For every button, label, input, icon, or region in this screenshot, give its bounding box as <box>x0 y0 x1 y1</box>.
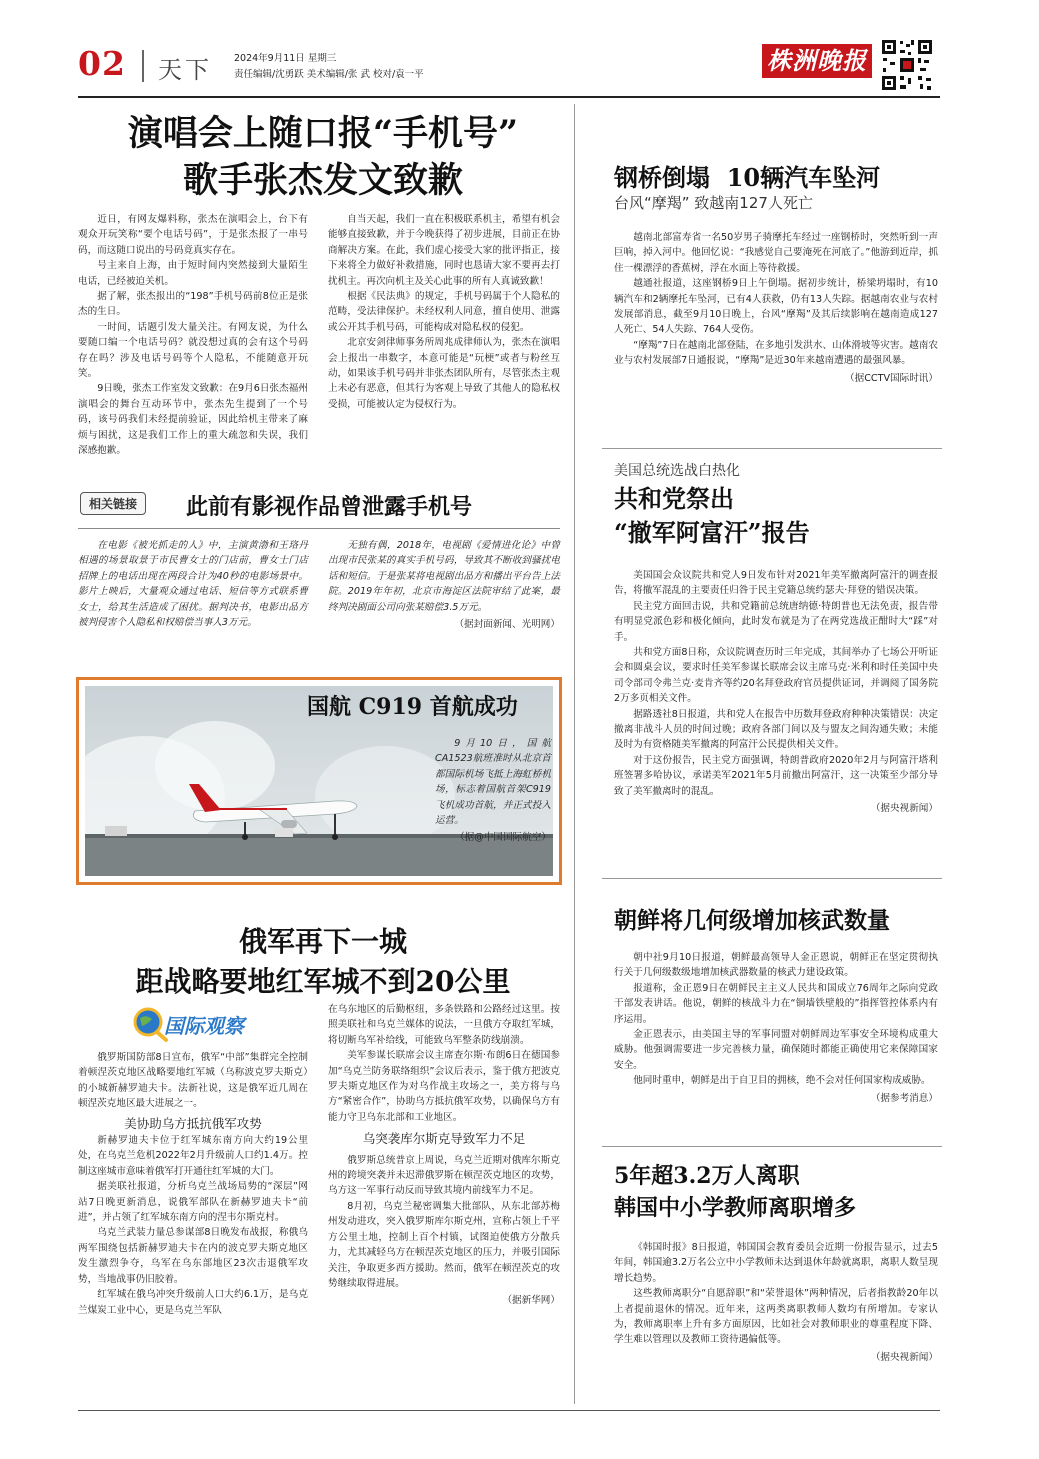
right-rule-1 <box>602 448 942 449</box>
footer-rule <box>78 1410 940 1411</box>
russia-subhead2: 乌突袭库尔斯克导致军力不足 <box>362 1131 526 1147</box>
header-rule <box>78 96 940 98</box>
paragraph: 自当天起，我们一直在积极联系机主，希望有机会能够直接致歉，并于今晚获得了初步进展，目前正在协商解决方案。在此，我们虚心接受大家的批评指正，接下来将全力做好补救措施，同时也恳请大家不要再去打扰机主。再次向机主及关心此事的所有人真诚致歉！ <box>328 214 560 287</box>
paragraph: “摩羯”7日在越南北部登陆，在多地引发洪水、山体滑坡等灾害。越南农业与农村发展部7日通报说，“摩羯”是近30年来越南遭遇的最强风暴。 <box>614 339 938 367</box>
story1-title <box>78 110 568 204</box>
korea-title-line2: 韩国中小学教师离职增多 <box>614 1195 857 1221</box>
russia-title-line1: 俄军再下一城 <box>238 925 407 958</box>
korea-source: （据央视新闻） <box>870 1351 938 1363</box>
c919-source: （据@中国国际航空） <box>455 832 551 844</box>
story1-col1 <box>78 212 308 459</box>
masthead-logo: 株洲晚报 <box>762 44 872 78</box>
paragraph: 据路透社8日报道，共和党人在报告中历数拜登政府种种决策错误：决定撤离非战斗人员的时间过晚；政府各部门间以及与盟友之间沟通失败；未能及时为有资格随美军撤离的阿富汗公民提供相关文件。 <box>614 708 938 751</box>
date-line: 2024年9月11日 星期三 <box>234 53 337 64</box>
related-rule <box>78 528 560 529</box>
paragraph: 《韩国时报》8日报道，韩国国会教育委员会近期一份报告显示，过去5年间，韩国逾3.2万名公立中小学教师未达到退休年龄就离职，离职人数呈现增长趋势。 <box>614 1242 938 1284</box>
paragraph: 近日，有网友爆料称，张杰在演唱会上，台下有观众开玩笑称“要个电话号码”，于是张杰报了一串号码，而这随口说出的号码竟真实存在。 <box>78 214 308 256</box>
right-rule-3 <box>602 1146 942 1147</box>
russia-title <box>78 922 568 1002</box>
korea-title-line1: 5年超3.2万人离职 <box>614 1163 800 1189</box>
nk-title: 朝鲜将几何级增加核武数量 <box>614 907 890 934</box>
paragraph: 对于这份报告，民主党方面强调，特朗普政府2020年2月与阿富汗塔利班签署多哈协议，承诺美军2021年5月前撤出阿富汗，这一决策至少部分导致了美军撤离时的混乱。 <box>614 754 938 797</box>
paragraph: 报道称，金正恩9日在朝鲜民主主义人民共和国成立76周年之际向党政干部发表讲话。他说，朝鲜的核战斗力在“铜墙铁壁般的”指挥管控体系内有序运用。 <box>614 982 938 1025</box>
paragraph: 乌克兰武装力量总参谋部8日晚发布战报，称俄乌两军围绕包括新赫罗迪夫卡在内的波克罗夫斯克地区发生激烈争夺，乌军在乌东部地区23次击退俄军攻势，当地战事仍旧胶着。 <box>78 1227 308 1285</box>
paragraph: 根据《民法典》的规定，手机号码属于个人隐私的范畴，受法律保护。未经权利人同意，擅自使用、泄露或公开其手机号码，可能构成对隐私权的侵犯。 <box>328 291 560 333</box>
c919-title: 国航 C919 首航成功 <box>307 694 518 720</box>
russia-source: （据新华网） <box>502 1295 560 1307</box>
usa-kicker: 美国总统选战白热化 <box>614 463 740 479</box>
paragraph: 号主来自上海，由于短时间内突然接到大量陌生电话，已经被迫关机。 <box>78 260 308 287</box>
bridge-title: 钢桥倒塌 10辆汽车坠河 <box>614 163 881 192</box>
story1-col2 <box>328 212 560 412</box>
paragraph: 这些教师离职分“自愿辞职”和“荣誉退休”两种情况，后者指教龄20年以上者提前退休的情况。近年来，这两类离职教师人数均有所增加。专家认为，教师离职率上升有多方面原因，比如社会对教师职业的尊重程度下降、学生难以管理以及教师工资待遇偏低等。 <box>614 1288 938 1346</box>
paragraph: 民主党方面回击说，共和党籍前总统唐纳德·特朗普也无法免责，报告带有明显党派色彩和极化倾向，此时发布就是为了在两党选战正酣时大“踩”对手。 <box>614 600 938 643</box>
editor-line: 责任编辑/沈勇跃 美术编辑/张 武 校对/袁一平 <box>234 69 424 80</box>
c919-caption <box>435 736 551 846</box>
story1-title-line1: 演唱会上随口报“手机号” <box>127 113 519 154</box>
paragraph: 美国国会众议院共和党人9日发布针对2021年美军撤离阿富汗的调查报告，将撤军混乱的主要责任归咎于民主党籍总统约瑟夫·拜登的错误决策。 <box>614 570 938 597</box>
bridge-body <box>614 230 938 386</box>
paragraph: 在乌东地区的后勤枢纽，多条铁路和公路经过这里。按照美联社和乌克兰媒体的说法，一旦俄方夺取红军城，将切断乌军补给线，可能致乌军整条防线崩溃。 <box>328 1004 560 1046</box>
qr-code-icon <box>880 38 934 92</box>
russia-col2 <box>328 1002 560 1309</box>
russia-subhead1: 美协助乌方抵抗俄军攻势 <box>124 1115 262 1131</box>
paragraph: 越通社报道，这座钢桥9日上午倒塌。据初步统计，桥梁坍塌时，有10辆汽车和2辆摩托车坠河，已有4人获救，仍有13人失踪。据越南农业与农村发展部消息，截至9月10日晚上，台风“摩羯”及其后续影响在越南造成127人死亡、54人失踪、764人受伤。 <box>614 278 938 336</box>
paragraph: 据美联社报道，分析乌克兰战场局势的“深层”网站7日晚更新消息，说俄军部队在新赫罗迪夫卡“前进”，并占领了红军城东南方向的涅韦尔斯克村。 <box>78 1181 308 1224</box>
related-title: 此前有影视作品曾泄露手机号 <box>186 494 473 520</box>
international-badge <box>126 1006 266 1042</box>
right-rule-2 <box>602 878 942 879</box>
nk-body <box>614 950 938 1106</box>
bridge-subtitle: 台风“摩羯” 致越南127人死亡 <box>614 194 813 212</box>
usa-title-line1: 共和党祭出 <box>614 484 734 513</box>
paragraph: 朝中社9月10日报道，朝鲜最高领导人金正恩说，朝鲜正在坚定贯彻执行关于几何级数级地增加核武器数量的核武力建设政策。 <box>614 952 938 979</box>
paragraph: 9月10日，国航CA1523航班准时从北京首都国际机场飞抵上海虹桥机场，标志着国航首架C919飞机成功首航，并正式投入运营。 <box>435 738 551 827</box>
paragraph: 一时间，话题引发大量关注。有网友说，为什么要随口编一个电话号码？就没想过真的会有这个号码存在吗？涉及电话号码等个人隐私，不能随意开玩笑。 <box>78 321 308 380</box>
usa-body <box>614 568 938 817</box>
paragraph: 8月初，乌克兰秘密调集大批部队，从东北部苏梅州发动进攻，突入俄罗斯库尔斯克州，宣称占领上千平方公里土地，控制上百个村镇，试图迫使俄方分散兵力，尤其减轻乌方在顿涅茨克地区的压力，并吸引国际关注，争取更多西方援助。然而，俄军在顿涅茨克的攻势继续取得进展。 <box>328 1200 560 1289</box>
paragraph: 他同时重申，朝鲜是出于自卫目的拥核，绝不会对任何国家构成威胁。 <box>633 1075 931 1087</box>
paragraph: 红军城在俄乌冲突升级前人口大约6.1万，是乌克兰煤炭工业中心，更是乌克兰军队 <box>78 1289 308 1316</box>
paragraph: 无独有偶，2018年，电视剧《爱情进化论》中曾出现市民张某的真实手机号码，导致其不断收到骚扰电话和短信。于是张某将电视剧出品方和播出平台告上法院。2019年年初，北京市海淀区法院审结了此案，最终判决剧面公司向张某赔偿3.5万元。 <box>328 540 560 613</box>
korea-body <box>614 1240 938 1365</box>
paragraph: 北京安剑律师事务所周兆成律师认为，张杰在演唱会上报出一串数字，本意可能是“玩梗”或者与粉丝互动，如果该手机号码并非张杰团队所有，尽管张杰主观上未必有恶意，但其行为客观上导致了其他人的隐私权受损，可能被认定为侵权行为。 <box>328 337 560 410</box>
related-col2 <box>328 538 560 632</box>
paragraph: 越南北部富寿省一名50岁男子骑摩托车经过一座钢桥时，突然听到一声巨响，掉入河中。他回忆说：“我感觉自己要淹死在河底了。”他游到近岸，抓住一棵漂浮的香蕉树，浮在水面上等待救援。 <box>614 232 938 274</box>
page-number: 02 <box>78 44 126 83</box>
nk-source: （据参考消息） <box>870 1092 938 1104</box>
russia-col1 <box>78 1050 308 1318</box>
usa-source: （据央视新闻） <box>870 803 938 815</box>
russia-title-line2: 距战略要地红军城不到20公里 <box>135 965 511 998</box>
related-col1 <box>78 538 308 630</box>
paragraph: 新赫罗迪夫卡位于红军城东南方向大约19公里处，在乌克兰危机2022年2月升级前人口约1.4万。控制这座城市意味着俄军打开通往红军城的大门。 <box>78 1135 308 1177</box>
paragraph: 俄罗斯总统普京上周说，乌克兰近期对俄库尔斯克州的跨境突袭并未迟滞俄罗斯在顿涅茨克地区的攻势，乌方这一军事行动反而导致其境内前线军力不足。 <box>328 1154 560 1197</box>
paragraph: 俄罗斯国防部8日宣布，俄军“中部”集群完全控制着顿涅茨克地区战略要地红军城（乌称波克罗夫斯克）的小城新赫罗迪夫卡。法新社说，这是俄军近几周在顿涅茨克地区最大进展之一。 <box>78 1052 308 1110</box>
column-divider <box>574 104 575 1404</box>
usa-title-line2: “撤军阿富汗”报告 <box>614 518 810 547</box>
paragraph: 9日晚，张杰工作室发文致歉：在9月6日张杰福州演唱会的舞台互动环节中，张杰先生提到了一个号码，该号码我们未经提前验证，因此给机主带来了麻烦与困扰，这是我们工作上的重大疏忽和失误，我们深感抱歉。 <box>78 383 308 457</box>
header-divider <box>142 50 144 82</box>
paragraph: 据了解，张杰报出的“198”手机号码前8位正是张杰的生日。 <box>78 291 308 318</box>
related-tag: 相关链接 <box>80 492 146 515</box>
paragraph: 美军参谋长联席会议主席查尔斯·布朗6日在德国参加“乌克兰防务联络组织”会议后表示，鉴于俄方把波克罗夫斯克地区作为对乌作战主攻场之一，美方将与乌方“紧密合作”，协助乌方抵抗俄军攻势，以确保乌方有能力守卫乌东北部和工业地区。 <box>328 1050 560 1123</box>
c919-box <box>76 677 562 885</box>
usa-title <box>614 482 810 550</box>
bridge-source: （据CCTV国际时讯） <box>845 372 938 384</box>
related-source: （据封面新闻、光明网） <box>454 619 560 631</box>
paragraph: 在电影《被光抓走的人》中，主演黄渤和王珞丹相遇的场景取景于市民曹女士的门店前，曹女士门店招牌上的电话出现在两段合计为40秒的电影场景中。影片上映后，大量观众通过电话、短信等方式联系曹女士，给其生活造成了困扰。据判决书，电影出品方被判侵害个人隐私和权赔偿当事人3万元。 <box>78 540 308 629</box>
paragraph: 金正恩表示，由美国主导的军事同盟对朝鲜周边军事安全环境构成重大威胁。他强调需要进一步完善核力量，确保随时都能正确使用它来保障国家安全。 <box>614 1029 938 1071</box>
paragraph: 共和党方面8日称，众议院调查历时三年完成，其间举办了七场公开听证会和圆桌会议，要求时任美军参谋长联席会议主席马克·米利和时任美国中央司令部司令弗兰克·麦肯齐等约20名拜登政府官员提供证词，并调阅了国务院2万多页相关文件。 <box>614 647 938 705</box>
story1-title-line2: 歌手张杰发文致歉 <box>182 160 463 201</box>
section-name: 天下 <box>158 56 212 84</box>
korea-title <box>614 1160 856 1224</box>
international-badge-label: 国际观察 <box>164 1014 244 1038</box>
